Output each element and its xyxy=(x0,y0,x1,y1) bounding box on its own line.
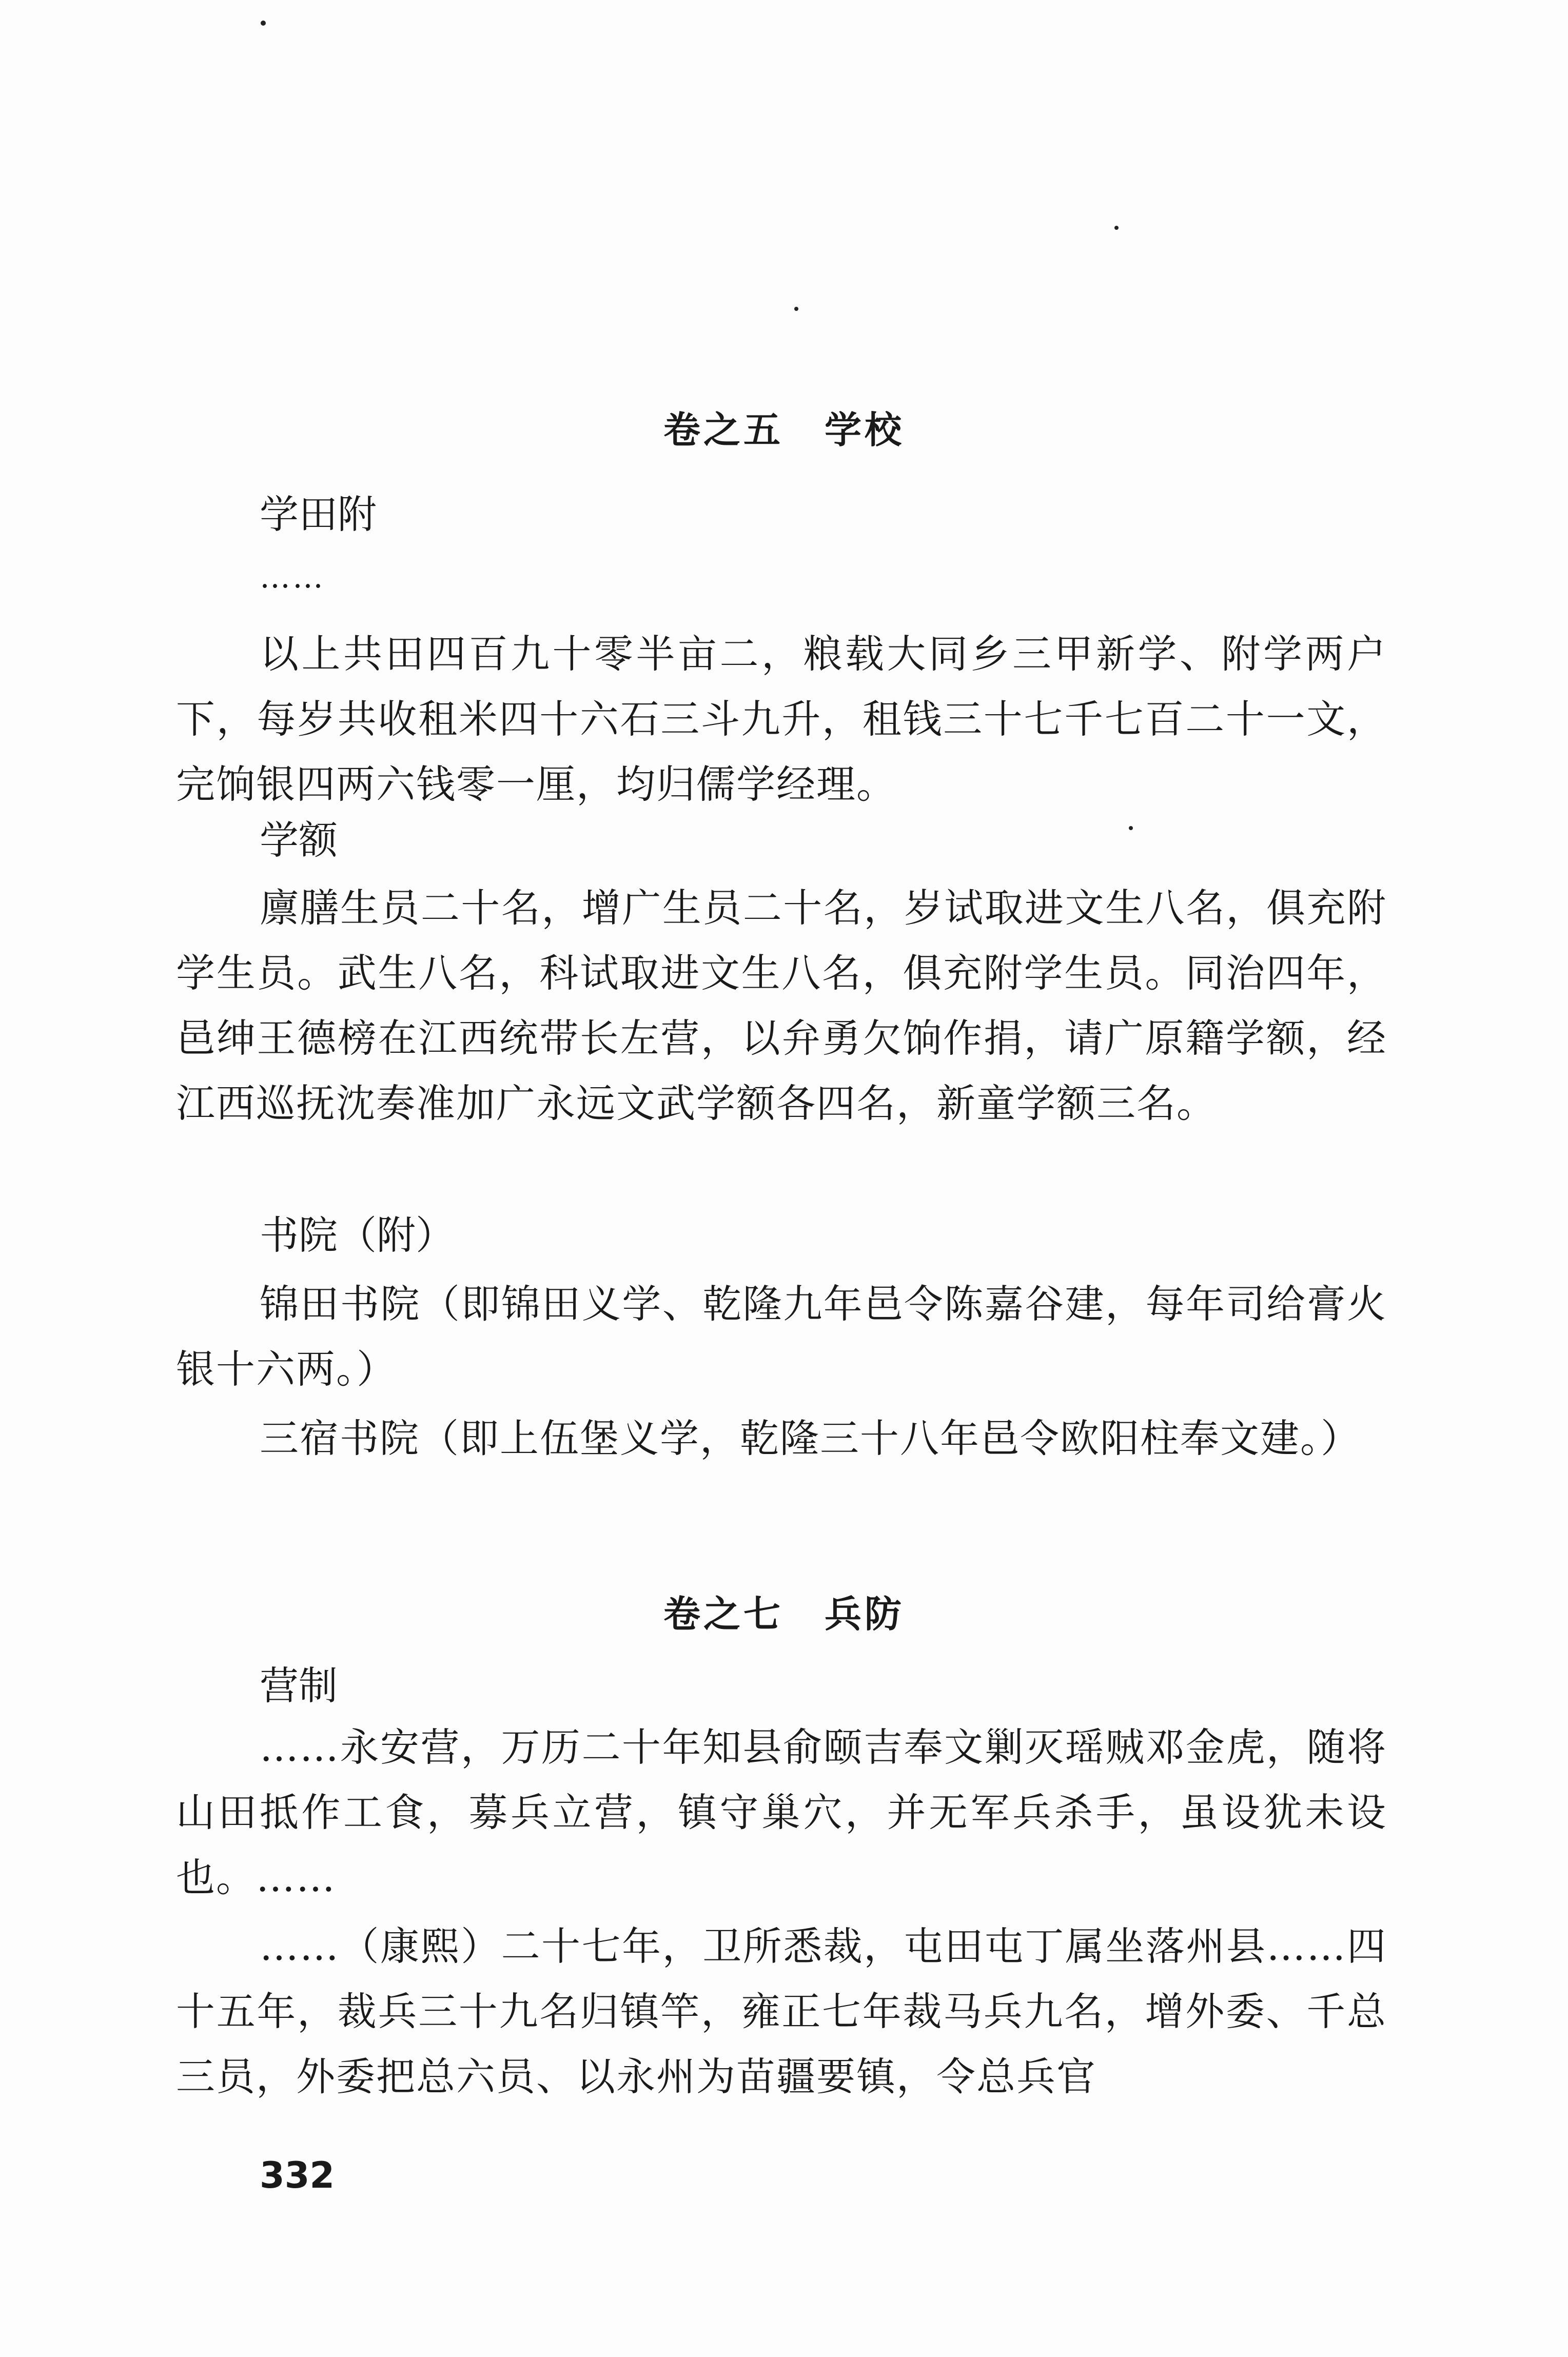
print-speck xyxy=(261,21,266,26)
heading-volume: 卷之五 xyxy=(663,408,783,451)
subheading-academies: 书院（附） xyxy=(260,1212,455,1258)
page-number: 332 xyxy=(260,2154,335,2196)
heading-title: 学校 xyxy=(825,408,905,451)
heading-title: 兵防 xyxy=(825,1593,905,1636)
section-heading-school xyxy=(0,408,1568,451)
ellipsis: …… xyxy=(260,559,325,595)
paragraph-yongan-camp: ……永安营，万历二十年知县俞颐吉奉文剿灭瑶贼邓金虎，随将山田抵作工食，募兵立营，镇守巢穴，并无军兵杀手，虽设犹未设也。…… xyxy=(176,1724,1387,1900)
paragraph-sansu-academy: 三宿书院（即上伍堡义学，乾隆三十八年邑令欧阳柱奉文建。） xyxy=(260,1416,1361,1461)
paragraph-jintian-academy: 锦田书院（即锦田义学、乾隆九年邑令陈嘉谷建，每年司给膏火银十六两。） xyxy=(176,1281,1387,1392)
heading-volume: 卷之七 xyxy=(663,1593,783,1636)
subheading-school-fields: 学田附 xyxy=(260,492,377,537)
paragraph-quota: 廪膳生员二十名，增广生员二十名，岁试取进文生八名，俱充附学生员。武生八名，科试取进文生八名，俱充附学生员。同治四年，邑绅王德榜在江西统带长左营，以弁勇欠饷作捐，请广原籍学额，经江西巡抚沈奏准加广永远文武学额各四名，新童学额三名。 xyxy=(176,885,1387,1126)
paragraph-school-fields: 以上共田四百九十零半亩二，粮载大同乡三甲新学、附学两户下，每岁共收租米四十六石三斗九升，租钱三十七千七百二十一文，完饷银四两六钱零一厘，均归儒学经理。 xyxy=(176,631,1387,807)
print-speck xyxy=(1114,226,1119,230)
section-heading-defense xyxy=(0,1593,1568,1636)
print-speck xyxy=(794,307,798,311)
paragraph-kangxi: ……（康熙）二十七年，卫所悉裁，屯田屯丁属坐落州县……四十五年，裁兵三十九名归镇竿，雍正七年裁马兵九名，增外委、千总三员，外委把总六员、以永州为苗疆要镇，令总兵官 xyxy=(176,1923,1387,2099)
subheading-quota: 学额 xyxy=(260,817,338,863)
print-speck xyxy=(1129,826,1133,830)
subheading-camp-system: 营制 xyxy=(260,1663,338,1708)
